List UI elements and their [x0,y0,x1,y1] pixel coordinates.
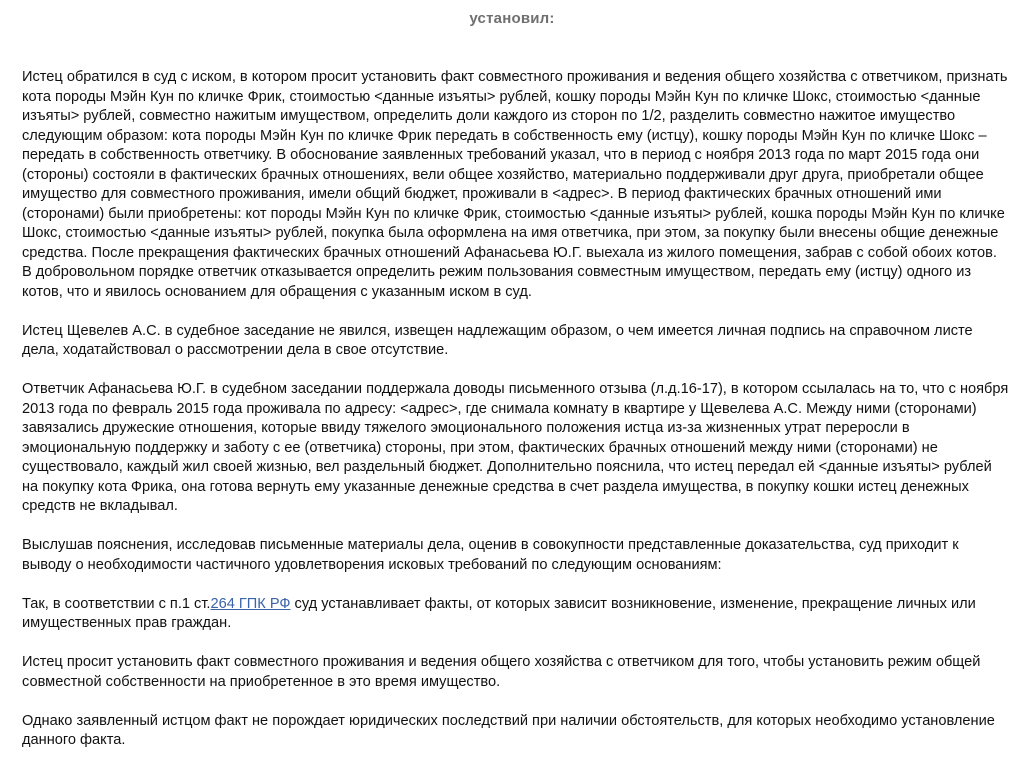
paragraph-legal-basis-end: суд устанавливает факты, от которых зависит возникновение, изменение, прекращение личных или имущественных прав граждан. [22,595,976,631]
paragraph-defendant-position: Ответчик Афанасьева Ю.Г. в судебном заседании поддержала доводы письменного отзыва (л.д.16-17), в котором ссылалась на то, что с ноября 2013 года по февраль 2015 года проживала по адресу: <адрес>, где снимала комнату в квартире у Щевелева А.С. Между ними (сторонами) завязались дружеские отношения, которые ввиду тяжелого эмоционального положения истца из-за жизненных утрат переросли в эмоциональную поддержку и заботу с ее (ответчика) стороны, при этом, фактических брачных отношений между ними (сторонами) не существовало, каждый жил своей жизнью, вел раздельный бюджет. Дополнительно пояснила, что истец передал ей <данные изъяты> рублей на покупку кота Фрика, она готова вернуть ему указанные денежные средства в счет раздела имущества, в покупку кошки истец денежных средств не вкладывал. [22,381,1009,514]
paragraph-legal-basis-start: Так, в соответствии с п.1 ст. [22,595,211,612]
document-body [22,68,1010,770]
paragraph-claim: Истец обратился в суд с иском, в котором просит установить факт совместного проживания и ведения общего хозяйства с ответчиком, признать кота породы Мэйн Кун по кличке Фрик, стоимостью <данные изъяты> рублей, кошку породы Мэйн Кун по кличке Шокс, стоимостью <данные изъяты> рублей, совместно нажитым имуществом, определить доли каждого из сторон по 1/2, разделить совместно нажитое имущество следующим образом: кота породы Мэйн Кун по кличке Фрик передать в собственность ему (истцу), кошку породы Мэйн Кун по кличке Шокс – передать в собственность ответчику. В обоснование заявленных требований указал, что в период с ноября 2013 года по март 2015 года они (стороны) состояли в фактических брачных отношениях, вели общее хозяйство, материально поддерживали друг друга, приобретали общее имущество для совместного проживания, имели общий бюджет, проживали в <адрес>. В период фактических брачных отношений ими (сторонами) были приобретены: кот породы Мэйн Кун по кличке Фрик, стоимостью <данные изъяты> рублей, кошка породы Мэйн Кун по кличке Шокс, стоимостью <данные изъяты> рублей, покупка была оформлена на имя ответчика, при этом, за покупку были внесены общие денежные средства. После прекращения фактических брачных отношений Афанасьева Ю.Г. выехала из жилого помещения, забрав с собой обоих котов. В добровольном порядке ответчик отказывается определить режим пользования совместным имуществом, передать ему (истцу) одного из котов, что и явилось основанием для обращения с указанным иском в суд. [22,69,1008,300]
paragraph-legal-consequence: Однако заявленный истцом факт не порождает юридических последствий при наличии обстоятельств, для которых необходимо установление данного факта. [22,712,995,748]
paragraph-court-conclusion: Выслушав пояснения, исследовав письменные материалы дела, оценив в совокупности представленные доказательства, суд приходит к выводу о необходимости частичного удовлетворения исковых требований по следующим основаниям: [22,537,959,573]
paragraph-plaintiff-absence: Истец Щевелев А.С. в судебное заседание не явился, извещен надлежащим образом, о чем имеется личная подпись на справочном листе дела, ходатайствовал о рассмотрении дела в свое отсутствие. [22,322,973,358]
law-article-link[interactable]: 264 ГПК РФ [210,595,291,612]
section-heading: установил: [469,10,555,27]
paragraph-legal-basis [22,595,1010,634]
paragraph-request-purpose: Истец просит установить факт совместного проживания и ведения общего хозяйства с ответчиком для того, чтобы установить режим общей совместной собственности на приобретенное в это время имущество. [22,654,981,690]
